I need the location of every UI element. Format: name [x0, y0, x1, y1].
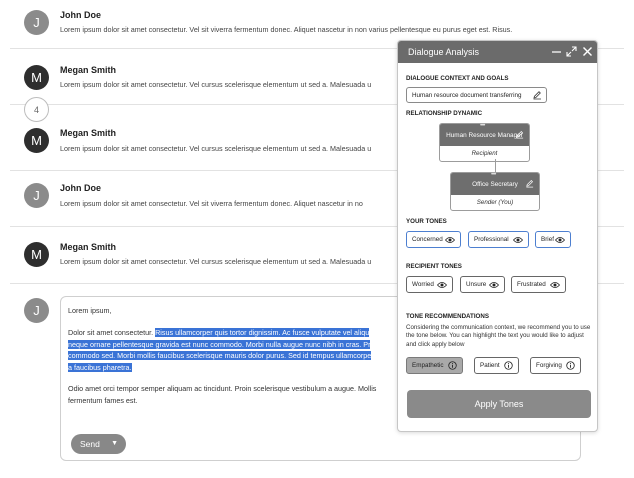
eye-icon[interactable]	[555, 236, 565, 244]
expand-icon[interactable]	[565, 45, 578, 58]
tone-label: Concerned	[412, 236, 443, 243]
avatar: M	[24, 65, 49, 90]
composer-text: Odio amet orci tempor semper aliquam ac tincidunt. Proin scelerisque vestibulum a augue. Mollis	[68, 384, 377, 393]
composer-text: Dolor sit amet consectetur.	[68, 328, 156, 337]
tone-label: Professional	[474, 236, 509, 243]
eye-icon[interactable]	[550, 281, 560, 289]
tone-chip-professional[interactable]	[468, 231, 529, 248]
tone-label: Worried	[412, 281, 434, 288]
info-icon[interactable]	[504, 361, 513, 370]
edit-icon[interactable]	[515, 130, 524, 139]
avatar: J	[24, 10, 49, 35]
role-card-recipient[interactable]	[439, 123, 530, 162]
tone-chip-empathetic[interactable]	[406, 357, 463, 374]
panel-title: Dialogue Analysis	[408, 47, 480, 57]
eye-icon[interactable]	[445, 236, 455, 244]
highlighted-text[interactable]: neque ornare pellentesque gravida est nunc commodo. Morbi nulla augue nunc nibh in cras. Pr	[68, 339, 371, 349]
message-text: Lorem ipsum dolor sit amet consectetur. Vel sit viverra fermentum donec. Aliquet nascetur in non varius pellentesque eu purus eget est. Risus.	[60, 25, 513, 34]
sender-name: John Doe	[60, 183, 102, 193]
tone-chip-worried[interactable]	[406, 276, 453, 293]
role-subtitle: Recipient	[471, 150, 498, 157]
tone-label: Empathetic	[412, 362, 444, 369]
context-value: Human resource document transferring	[412, 92, 522, 99]
close-icon[interactable]	[581, 45, 594, 58]
tone-label: Unsure	[466, 281, 487, 288]
edit-icon[interactable]	[532, 90, 542, 100]
relationship-connector	[495, 159, 496, 173]
composer-paragraph-1[interactable]	[68, 327, 405, 373]
drag-handle-icon[interactable]: ••••	[480, 123, 485, 129]
dialogue-analysis-panel	[397, 40, 598, 432]
role-subtitle: Sender (You)	[476, 199, 514, 206]
composer-paragraph-2[interactable]	[68, 383, 405, 406]
drag-handle-icon[interactable]: ••••	[491, 172, 496, 178]
recommendation-text: Considering the communication context, we recommend you to use the tone below. You can highlight the text you would like to adjust and click apply below	[406, 324, 591, 348]
send-button[interactable]	[71, 434, 126, 454]
tone-label: Frustrated	[517, 281, 546, 288]
composer-avatar: J	[24, 298, 49, 323]
avatar: J	[24, 183, 49, 208]
tone-label: Forgiving	[536, 362, 562, 369]
message-text: Lorem ipsum dolor sit amet consectetur. Vel cursus scelerisque elementum ut sed a. Malesuada u	[60, 144, 372, 153]
highlighted-text[interactable]: a faucibus pharetra.	[68, 362, 132, 372]
tone-chip-patient[interactable]	[474, 357, 519, 374]
send-label: Send	[80, 439, 100, 449]
minimize-icon[interactable]	[550, 45, 563, 58]
avatar: M	[24, 128, 49, 153]
message-text: Lorem ipsum dolor sit amet consectetur. Vel cursus scelerisque elementum ut sed a. Malesuada u	[60, 257, 372, 266]
tone-label: Patient	[480, 362, 500, 369]
role-title: Human Resource Manager	[446, 131, 523, 139]
role-header	[451, 173, 539, 195]
context-heading: DIALOGUE CONTEXT AND GOALS	[406, 75, 509, 82]
eye-icon[interactable]	[437, 281, 447, 289]
highlighted-text[interactable]: commodo sed. Morbi mollis faucibus scelerisque mauris dolor purus. Sed id tempus ullamcorpe	[68, 351, 372, 360]
sender-name: Megan Smith	[60, 128, 117, 138]
sender-name: John Doe	[60, 10, 102, 20]
role-title: Office Secretary	[472, 180, 518, 188]
highlighted-text[interactable]: Risus ullamcorper quis tortor dignissim. Ac fusce vulputate vel aliqu	[155, 328, 370, 337]
recipient-tones-heading: RECIPIENT TONES	[406, 263, 462, 270]
eye-icon[interactable]	[513, 236, 523, 244]
your-tones-heading: YOUR TONES	[406, 218, 447, 225]
recommendations-heading: TONE RECOMMENDATIONS	[406, 313, 489, 320]
page-marker[interactable]: 4	[24, 97, 49, 122]
eye-icon[interactable]	[489, 281, 499, 289]
sender-name: Megan Smith	[60, 242, 117, 252]
avatar: M	[24, 242, 49, 267]
tone-chip-unsure[interactable]	[460, 276, 505, 293]
info-icon[interactable]	[448, 361, 457, 370]
edit-icon[interactable]	[525, 179, 534, 188]
tone-label: Brief	[541, 236, 554, 243]
message-text: Lorem ipsum dolor sit amet consectetur. Vel sit viverra fermentum donec. Aliquet nascetur in no	[60, 199, 363, 208]
role-header	[440, 124, 529, 146]
message-text: Lorem ipsum dolor sit amet consectetur. Vel cursus scelerisque elementum ut sed a. Malesuada u	[60, 80, 372, 89]
relationship-heading: RELATIONSHIP DYNAMIC	[406, 110, 483, 117]
sender-name: Megan Smith	[60, 65, 117, 75]
tone-chip-brief[interactable]	[535, 231, 571, 248]
caret-down-icon[interactable]: ▼	[111, 440, 118, 447]
apply-tones-button[interactable]: Apply Tones	[407, 390, 591, 418]
role-card-sender[interactable]	[450, 172, 540, 211]
info-icon[interactable]	[566, 361, 575, 370]
context-input[interactable]	[406, 87, 547, 103]
tone-chip-forgiving[interactable]	[530, 357, 581, 374]
panel-header	[398, 41, 598, 63]
tone-chip-concerned[interactable]	[406, 231, 461, 248]
tone-chip-frustrated[interactable]	[511, 276, 566, 293]
composer-greeting[interactable]: Lorem ipsum,	[68, 306, 112, 315]
composer-text: fermentum fames est.	[68, 395, 138, 405]
